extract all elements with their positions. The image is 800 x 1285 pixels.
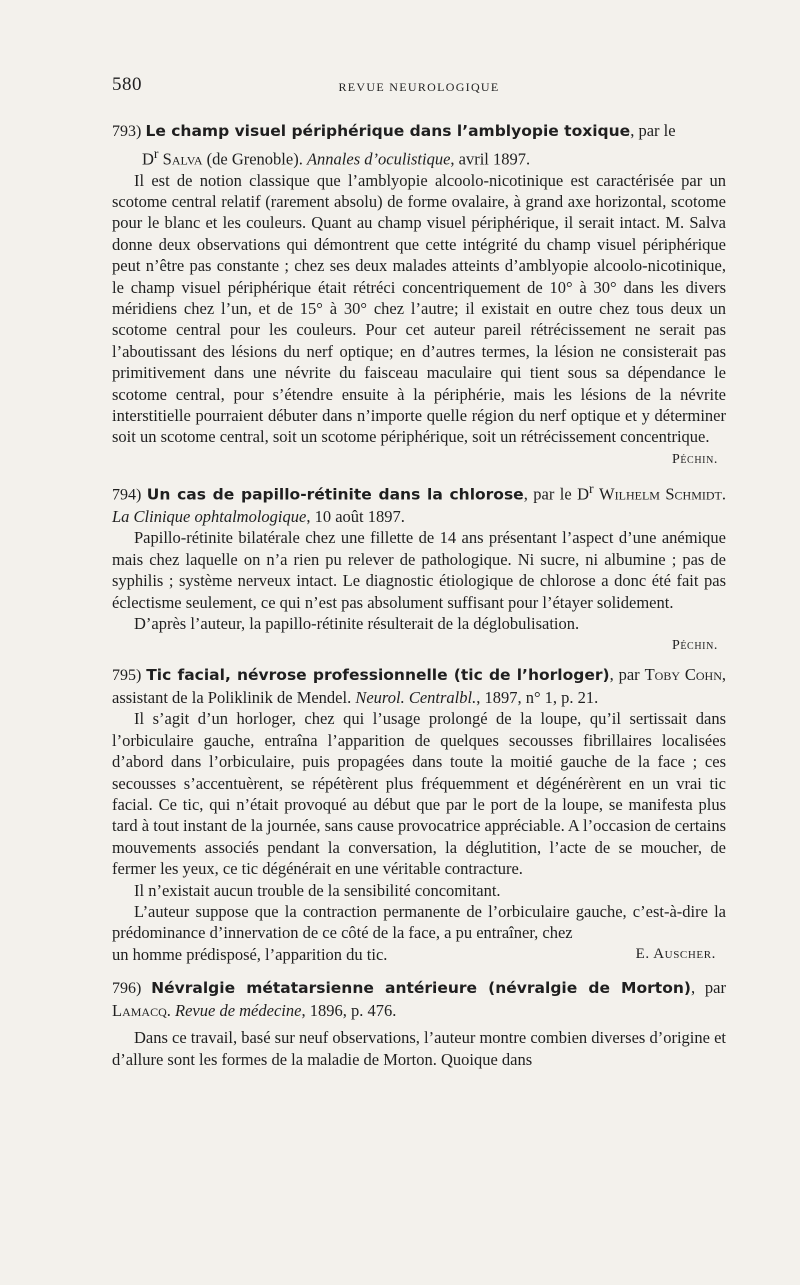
entry-by: , par	[609, 665, 645, 685]
paragraph: Il est de notion classique que l’amblyopie alcoolo-nicotinique est caractérisée par un scotome central relatif (rarement absolu) de forme ovalaire, à grand axe horizontal, scotome pour le blanc et les couleurs. Quant au champ visuel périphérique, il serait intact. M. Salva donne deux observations qui démontrent que cette intégrité du champ visuel périphérique peut n’être pas constante ; chez ses deux malades atteints d’amblyopie alcoolo-nicotinique, le champ visuel périphérique était rétréci concentriquement de 10° à 30° dans les divers méridiens chez l’un, et de 15° à 30° chez l’autre; il existait en outre chez tous deux un scotome central pour les couleurs. Pour cet auteur pareil rétrécissement ne serait pas l’aboutissant des lésions du nerf optique; en d’autres termes, la lésion ne consisterait pas primitivement dans une névrite du faisceau maculaire qui tient sous sa dépendance le scotome central, pour s’étendre ensuite à la périphérie, mais les lésions de la névrite interstitielle pourraient débuter dans n’importe quelle région du nerf optique et y déterminer soit un scotome central, soit un scotome périphérique, soit un rétrécissement concentrique.	[112, 170, 726, 447]
entry-signature: Péchin.	[671, 451, 718, 467]
entry-heading	[112, 977, 726, 1021]
author-prefix: D	[577, 484, 590, 504]
paragraph: Papillo-rétinite bilatérale chez une fillette de 14 ans présentant l’aspect d’une anémique mais chez laquelle on n’a rien pu relever de pathologique. Ni sucre, ni albumine ; pas de syphilis ; système nerveux intact. Le diagnostic étiologique de chlorose a donc été fait pas éclectisme seulement, ce qui n’est pas absolument suffisant pour l’étayer solidement.	[112, 528, 726, 612]
entry-affiliation: (de Grenoble).	[202, 149, 307, 168]
entry-heading	[112, 478, 726, 528]
entry-number: 794)	[112, 486, 142, 504]
entry-journal: Revue de médecine	[175, 1000, 302, 1020]
entry-author: Lamacq	[112, 1000, 167, 1020]
page-number: 580	[112, 74, 142, 95]
entry-date: , avril 1897.	[450, 149, 531, 168]
abstract-795	[112, 664, 726, 965]
author-prefix: D	[142, 149, 154, 168]
entry-date: , 1897, n° 1, p. 21.	[476, 687, 599, 707]
entry-affiliation: .	[721, 484, 727, 504]
entry-title: Névralgie métatarsienne antérieure (névralgie de Morton)	[151, 979, 691, 998]
entry-signature: Péchin.	[671, 638, 718, 654]
entry-affiliation: , assistant de la Poliklinik de Mendel.	[112, 665, 727, 707]
entry-date: , 10 août 1897.	[306, 506, 405, 526]
page-header	[112, 74, 726, 98]
abstract-794	[112, 478, 726, 657]
entry-heading	[112, 664, 726, 708]
entry-title: Le champ visuel périphérique dans l’amblyopie toxique	[145, 122, 631, 140]
entry-affiliation: .	[166, 1000, 176, 1020]
entry-heading	[112, 120, 726, 170]
last-line-text: un homme prédisposé, l’apparition du tic.	[112, 944, 388, 964]
entry-author: Wilhelm Schmidt	[599, 484, 722, 504]
paragraph: Dans ce travail, basé sur neuf observations, l’auteur montre combien diverses d’origine et d’allure sont les formes de la maladie de Morton. Quoique dans	[112, 1028, 726, 1069]
paragraph: Il n’existait aucun trouble de la sensibilité concomitant.	[134, 880, 501, 900]
entry-title: Un cas de papillo-rétinite dans la chlorose	[146, 485, 524, 504]
paragraph: L’auteur suppose que la contraction permanente de l’orbiculaire gauche, c’est-à-dire la prédominance d’innervation de ce côté de la face, a pu entraîner, chez	[112, 901, 726, 943]
entry-number: 796)	[112, 980, 142, 998]
entry-by: , par le	[523, 484, 578, 504]
entry-date: , 1896, p. 476.	[301, 1000, 397, 1020]
entry-author: Salva	[162, 149, 203, 168]
entry-signature: E. Auscher.	[635, 945, 716, 962]
paragraph: Il s’agit d’un horloger, chez qui l’usage prolongé de la loupe, qu’il sertissait dans l’orbiculaire gauche, entraîna l’apparition de quelques secousses fibrillaires localisées d’abord dans l’orbiculaire, puis propagées dans toute la moitié gauche de la face ; ces secousses s’accentuèrent, se répétèrent plus fréquemment et dégénérèrent en un vrai tic facial. Ce tic, qui n’était provoqué au début que par le port de la loupe, se manifesta plus tard à tout instant de la journée, sans cause provocatrice appréciable. A l’occasion de certains mouvements associés pendant la conversation, la déglutition, l’acte de se moucher, de fermer les yeux, ce tic dégénérait en une véritable contracture.	[112, 709, 726, 879]
entry-by: , par	[690, 978, 726, 998]
author-prefix-sup: r	[153, 145, 159, 161]
entry-by: , par le	[630, 121, 676, 140]
running-title: REVUE NEUROLOGIQUE	[338, 80, 500, 94]
entry-number: 793)	[112, 123, 142, 140]
paragraph-last-line	[112, 944, 726, 965]
author-prefix-sup: r	[589, 480, 594, 496]
entry-number: 795)	[112, 667, 142, 685]
entry-journal: La Clinique ophtalmologique	[112, 506, 307, 526]
entry-author: Toby Cohn	[644, 665, 722, 685]
abstract-796	[112, 977, 726, 1070]
entry-journal: Annales d’oculistique	[306, 149, 451, 168]
paragraph: D’après l’auteur, la papillo-rétinite résulterait de la déglobulisation.	[134, 613, 580, 633]
entry-title: Tic facial, névrose professionnelle (tic de l’horloger)	[146, 666, 610, 685]
page-content	[112, 120, 726, 1076]
abstract-793	[112, 120, 726, 470]
entry-journal: Neurol. Centralbl.	[355, 687, 477, 707]
